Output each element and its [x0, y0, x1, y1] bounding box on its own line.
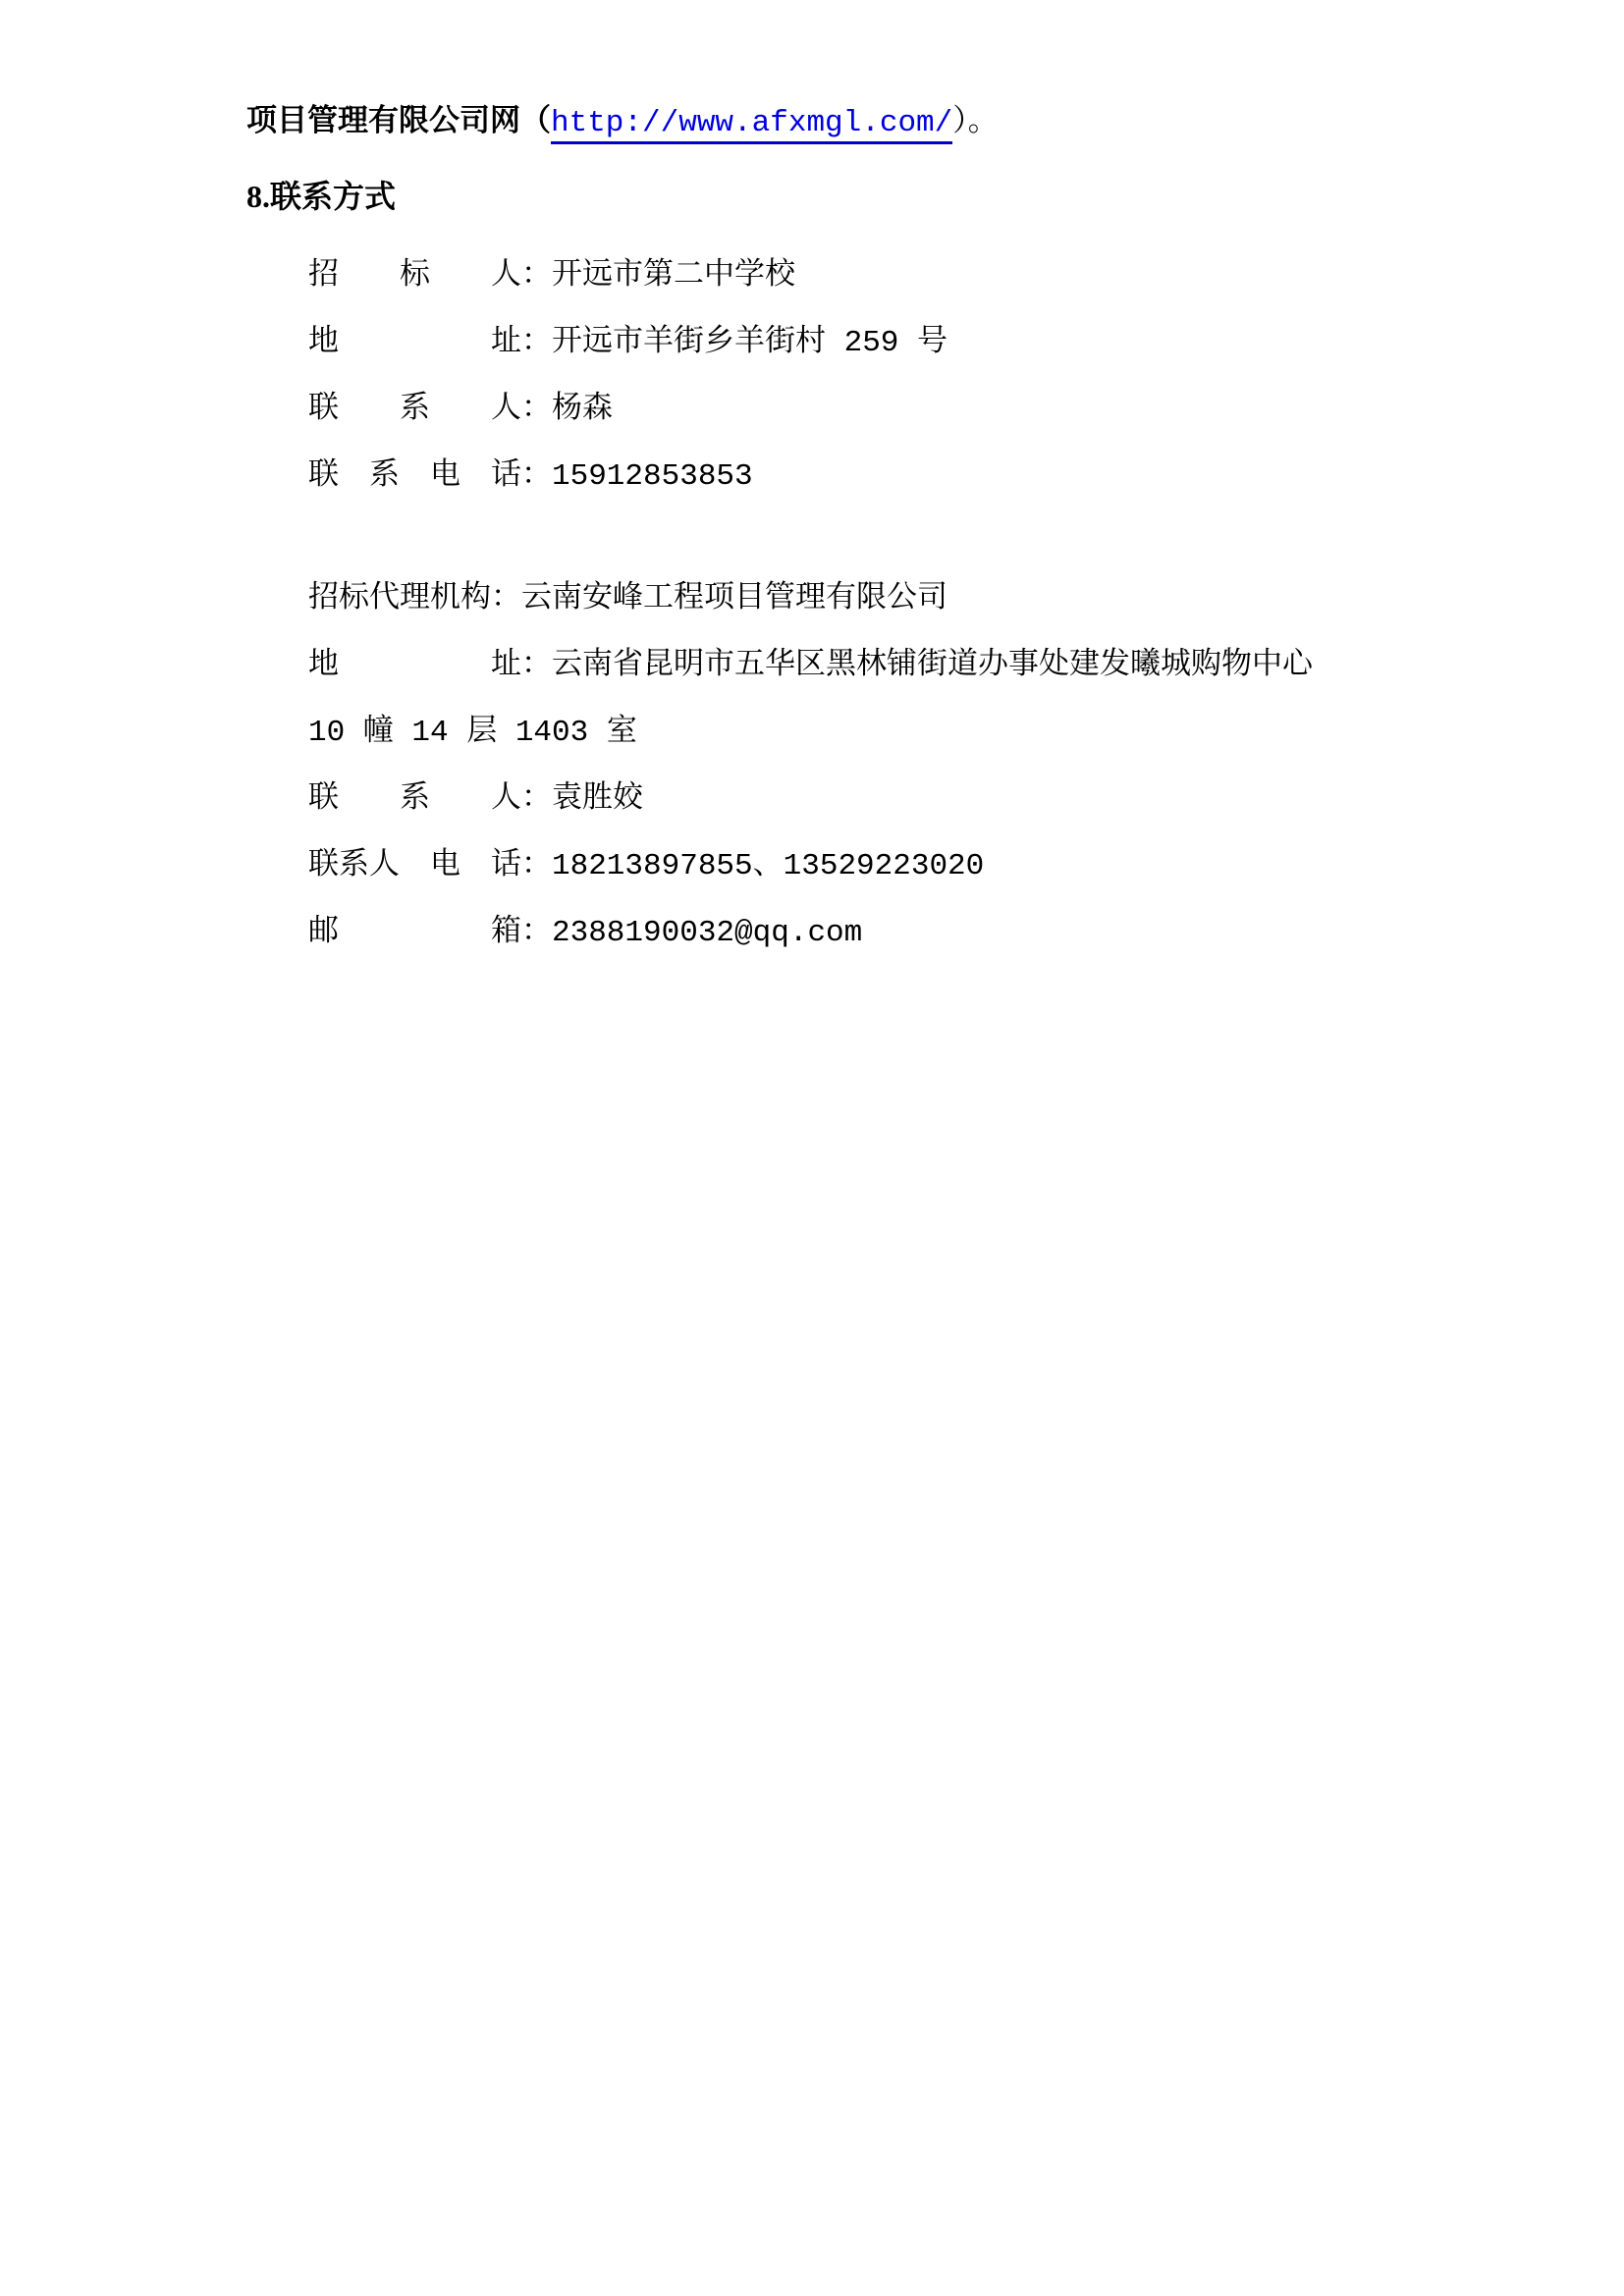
field-label: 联 系 人： [308, 390, 552, 424]
field-label: 联 系 电 话： [308, 456, 552, 491]
field-value: 袁胜姣 [552, 782, 643, 817]
field-label: 联系人 电 话： [308, 846, 552, 881]
field-value: 15912853853 [552, 459, 753, 494]
tenderer-contact-block [308, 241, 1457, 508]
agency-contact-block [308, 564, 1457, 965]
field-value: 开远市第二中学校 [552, 259, 795, 294]
field-value: 10 幢 14 层 1403 室 [308, 716, 637, 750]
field-label: 邮 箱： [308, 913, 552, 947]
contact-row-agency-phone [308, 831, 1457, 898]
field-value: 开远市羊街乡羊街村 259 号 [552, 326, 948, 360]
field-value: 18213897855、13529223020 [552, 849, 985, 883]
contact-row-agency-person [308, 765, 1457, 831]
field-label: 地 址： [308, 323, 552, 357]
intro-paragraph [246, 101, 1457, 143]
field-value: 云南省昆明市五华区黑林铺街道办事处建发曦城购物中心 [552, 649, 1313, 683]
contact-row-tenderer-person [308, 375, 1457, 442]
field-label: 招 标 人： [308, 256, 552, 291]
field-value: 云南安峰工程项目管理有限公司 [521, 582, 947, 616]
contact-row-agency-address [308, 631, 1457, 698]
contact-row-tenderer-address [308, 308, 1457, 375]
field-value: 杨森 [552, 393, 613, 427]
website-link[interactable]: http://www.afxmgl.com/ [551, 106, 952, 144]
field-value: 2388190032@qq.com [552, 916, 863, 950]
intro-prefix-text: 项目管理有限公司网（ [246, 103, 551, 137]
contact-row-agency-address-line2 [308, 698, 1457, 765]
field-label: 联 系 人： [308, 779, 552, 814]
contact-row-tenderer-name [308, 241, 1457, 308]
field-label: 地 址： [308, 646, 552, 680]
intro-suffix-text: ）。 [952, 103, 999, 137]
field-label: 招标代理机构： [308, 579, 521, 614]
contact-row-agency-email [308, 898, 1457, 965]
contact-row-tenderer-phone [308, 442, 1457, 508]
section-heading: 8.联系方式 [246, 179, 397, 214]
contact-row-agency-name [308, 564, 1457, 631]
